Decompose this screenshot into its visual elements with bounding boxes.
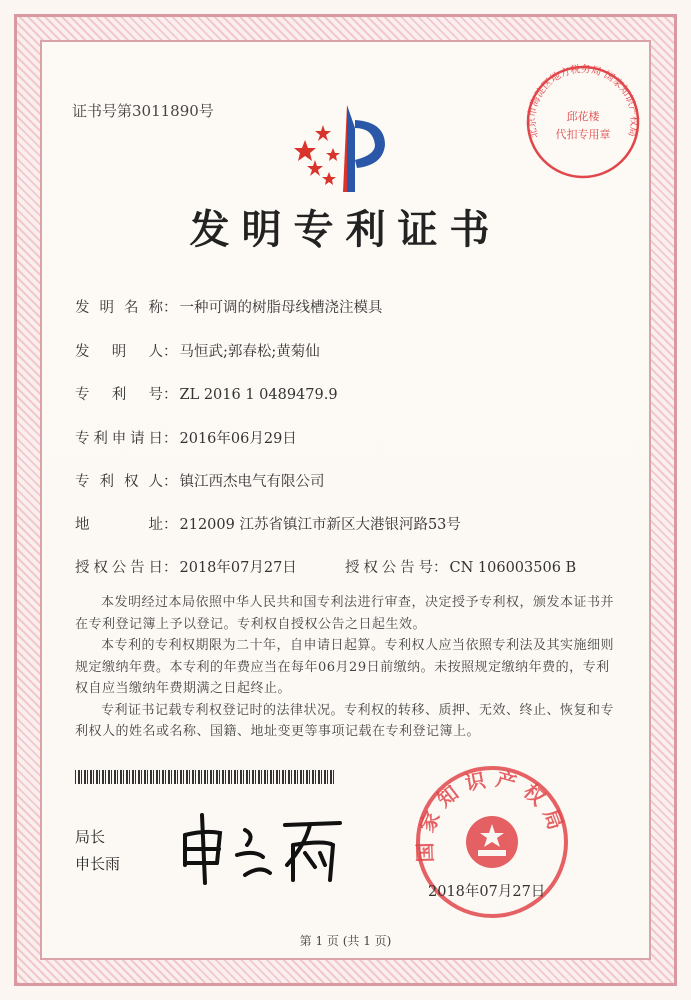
paragraph: 本专利的专利权期限为二十年，自申请日起算。专利权人应当依照专利法及其实施细则规定缴纳年费。本专利的年费应当在每年06月29日前缴纳。未按照规定缴纳年费的，专利权自应当缴纳年费期满之日起终止。 (75, 638, 615, 696)
paragraph: 专利证书记载专利权登记时的法律状况。专利权的转移、质押、无效、终止、恢复和专利权人的姓名或名称、国籍、地址变更等事项记载在专利登记簿上。 (75, 702, 615, 739)
handwritten-signature (175, 805, 350, 885)
field-announcement-number: 授权公告号： CN 106003506 B (345, 560, 577, 576)
field-address: 地址： 212009 江苏省镇江市新区大港银河路53号 (75, 517, 461, 533)
certificate-text (75, 592, 615, 743)
seal-center-line1: 邱花楼 (566, 110, 600, 123)
seal-ring-text: 北京市海淀区地方税务局 国家知识产权局 (526, 64, 640, 140)
seal-ring-text: 国家知识产权局 (412, 766, 571, 863)
signatory-title: 局长 (75, 828, 106, 846)
field-application-date: 专利申请日： 2016年06月29日 (75, 431, 297, 447)
cnipa-logo (285, 100, 395, 195)
signatory-name: 申长雨 (75, 855, 121, 873)
national-emblem-icon (466, 816, 518, 868)
certificate-number: 证书号第3011890号 (72, 102, 214, 120)
tax-bureau-seal (518, 62, 648, 182)
field-invention-name: 发明名称： 一种可调的树脂母线槽浇注模具 (75, 300, 383, 316)
field-patent-number: 专利号： ZL 2016 1 0489479.9 (75, 387, 338, 403)
page-indicator: 第 1 页 (共 1 页) (299, 934, 392, 948)
seal-date: 2018年07月27日 (428, 884, 546, 900)
seal-center-line2: 代扣专用章 (555, 128, 611, 141)
document-title: 发明专利证书 (189, 206, 502, 253)
paragraph: 本发明经过本局依照中华人民共和国专利法进行审查，决定授予专利权，颁发本证书并在专利登记簿上予以登记。专利权自授权公告之日起生效。 (75, 595, 615, 632)
barcode (75, 770, 335, 784)
field-patentee: 专利权人： 镇江西杰电气有限公司 (75, 474, 325, 490)
field-inventors: 发明人： 马恒武;郭春松;黄菊仙 (75, 344, 320, 360)
field-grant-date: 授权公告日： 2018年07月27日 (75, 560, 297, 576)
